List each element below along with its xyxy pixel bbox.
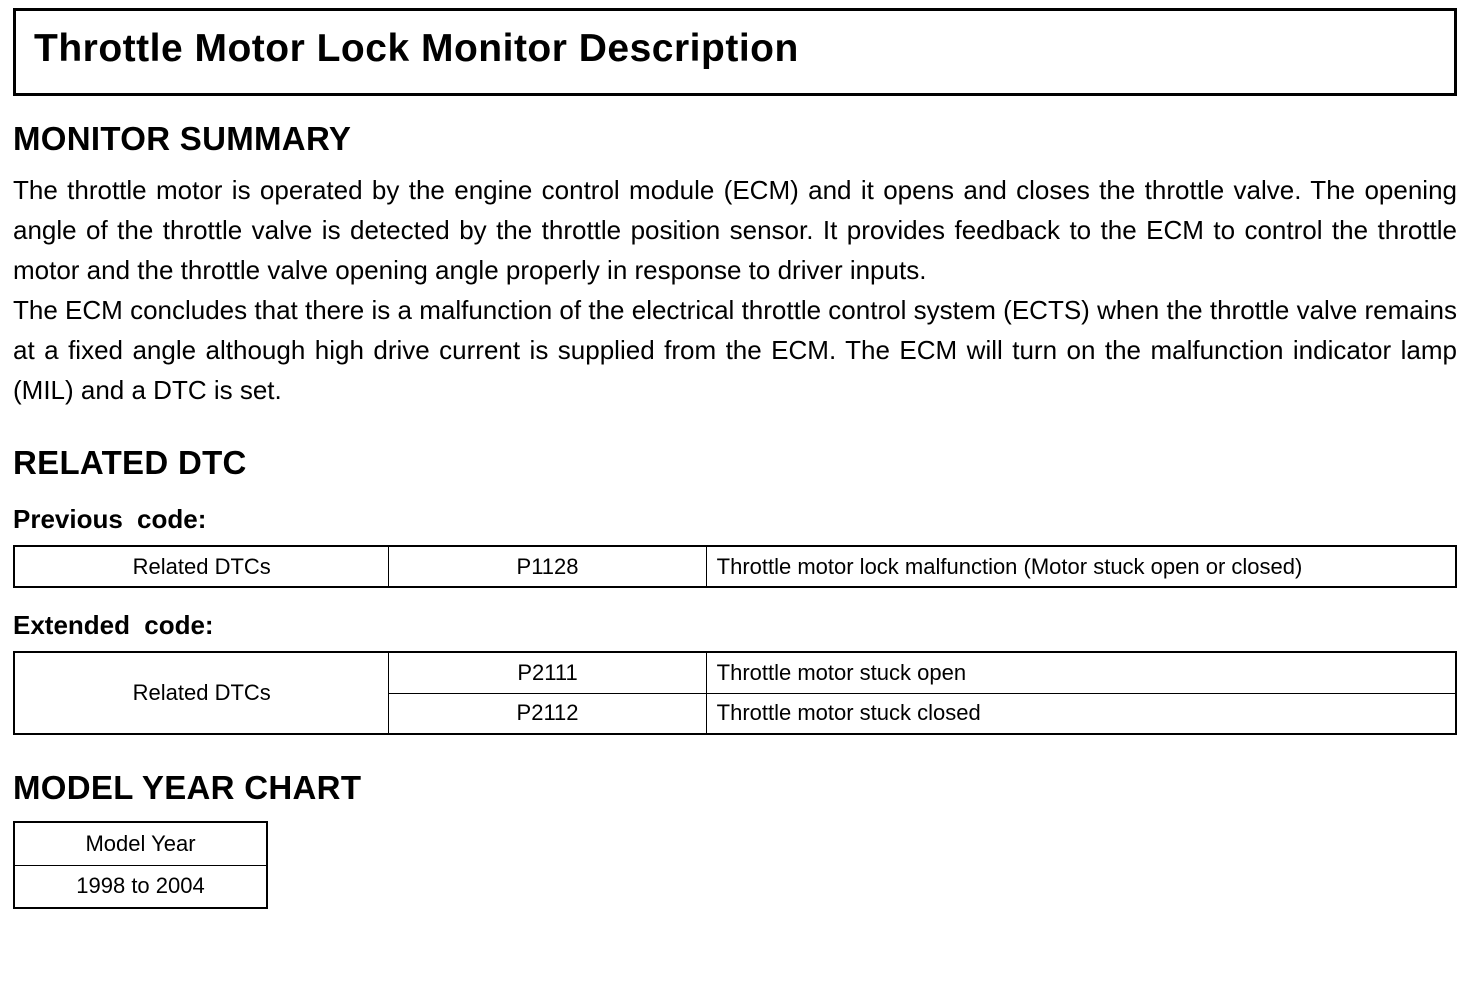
monitor-summary-paragraph-1: The throttle motor is operated by the engine control module (ECM) and it opens and closes the throttle valve. The opening angle of the throttle valve is detected by the throttle position sensor. It provides feedback to the ECM to control the throttle motor and the throttle valve opening angle properly in response to driver inputs. — [13, 175, 1457, 285]
previous-dtc-table — [13, 545, 1457, 588]
table-row — [14, 865, 267, 908]
previous-code-label: Previous code: — [13, 504, 207, 534]
dtc-code-cell: P2112 — [389, 693, 706, 734]
dtc-code-cell: P1128 — [389, 546, 706, 587]
title-box — [13, 8, 1457, 96]
extended-dtc-table — [13, 651, 1457, 735]
monitor-summary-heading: MONITOR SUMMARY — [13, 120, 352, 157]
model-year-value-cell: 1998 to 2004 — [14, 865, 267, 908]
model-year-table — [13, 821, 268, 909]
extended-code-label: Extended code: — [13, 610, 214, 640]
related-dtc-heading: RELATED DTC — [13, 444, 247, 481]
dtc-code-cell: P2111 — [389, 652, 706, 693]
dtc-description-cell: Throttle motor stuck closed — [706, 693, 1456, 734]
table-row — [14, 822, 267, 865]
dtc-description-cell: Throttle motor stuck open — [706, 652, 1456, 693]
dtc-description-cell: Throttle motor lock malfunction (Motor stuck open or closed) — [706, 546, 1456, 587]
table-row — [14, 546, 1456, 587]
model-year-header-cell: Model Year — [14, 822, 267, 865]
page-title: Throttle Motor Lock Monitor Description — [34, 27, 799, 70]
monitor-summary-paragraph-2: The ECM concludes that there is a malfunction of the electrical throttle control system (ECTS) when the throttle valve remains at a fixed angle although high drive current is supplied from the ECM. The ECM will turn on the malfunction indicator lamp (MIL) and a DTC is set. — [13, 295, 1457, 405]
model-year-chart-heading: MODEL YEAR CHART — [13, 769, 362, 806]
related-dtcs-label-cell: Related DTCs — [14, 652, 389, 734]
related-dtcs-label-cell: Related DTCs — [14, 546, 389, 587]
table-row — [14, 652, 1456, 693]
